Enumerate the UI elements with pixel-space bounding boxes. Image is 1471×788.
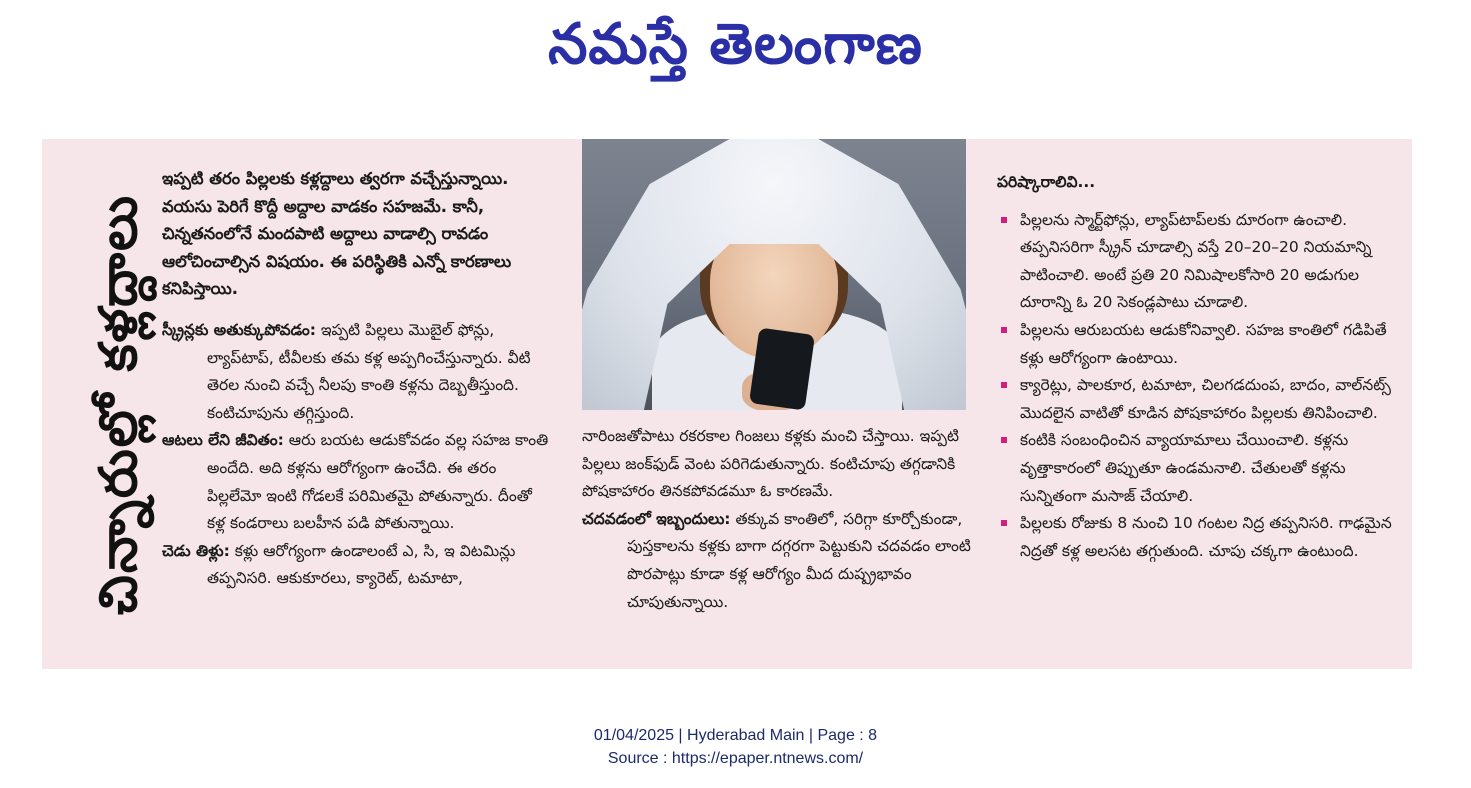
list-item: కంటికి సంబంధించిన వ్యాయామాలు చేయించాలి. కళ్లను వృత్తాకారంలో తిప్పుతూ ఉండమనాలి. చేతులతో కళ్లను సున్నితంగా మసాజ్ చేయాలి. [997,427,1397,510]
source-link[interactable]: Source : https://epaper.ntnews.com/ [607,750,864,767]
masthead-title: నమస్తే తెలంగాణ [548,11,923,77]
section-diet-text: కళ్లు ఆరోగ్యంగా ఉండాలంటే ఎ, సి, ఇ విటమిన్లు తప్పనిసరి. ఆకుకూరలు, క్యారెట్, టమాటా, [207,541,516,588]
solutions-list [997,207,1397,566]
section-screens [162,317,554,427]
article-column-3 [997,169,1397,565]
section-diet [162,538,554,593]
vertical-headline [88,149,156,659]
section-reading-text: తక్కువ కాంతిలో, సరిగ్గా కూర్చోకుండా, పుస్తకాలను కళ్లకు బాగా దగ్గరగా పెట్టుకుని చదవడం లాంటి పొరపాట్లు కూడా కళ్ల ఆరోగ్యం మీద దుష్ప్రభావం చూపుతున్నాయి. [627,509,971,611]
list-item: పిల్లలకు రోజుకు 8 నుంచి 10 గంటల నిద్ర తప్పనిసరి. గాఢమైన నిద్రతో కళ్ల అలసట తగ్గుతుంది. చూపు చక్కగా ఉంటుంది. [997,510,1397,565]
list-item: పిల్లలను ఆరుబయట ఆడుకోనివ్వాలి. సహజ కాంతిలో గడిపితే కళ్లు ఆరోగ్యంగా ఉంటాయి. [997,317,1397,372]
section-screens-text: ఇప్పటి పిల్లలు మొబైల్ ఫోన్లు, ల్యాప్‌టాప్, టీవీలకు తమ కళ్ల అప్పగించేస్తున్నారు. వీటి తెరల నుంచి వచ్చే నీలపు కాంతి కళ్లను దెబ్బతీస్తుంది. కంటిచూపును తగ్గిస్తుంది. [207,320,531,422]
page-footer [0,724,1471,770]
section-no-games [162,427,554,537]
list-item: క్యారెట్లు, పాలకూర, టమాటా, చిలగడదుంప, బాదం, వాల్‌నట్స్ మొదలైన వాటితో కూడిన పోషకాహారం పిల్లలకు తినిపించాలి. [997,372,1397,427]
section-no-games-heading: ఆటలు లేని జీవితం: [162,431,284,450]
photo-phone [749,327,815,410]
section-reading [582,506,982,616]
article-column-1 [162,165,554,593]
section-reading-heading: చదవడంలో ఇబ్బందులు: [582,509,731,528]
article-panel [42,139,1412,669]
headline-text: చిన్నారుల్లో కళ్లద్దాలు [88,193,149,615]
section-screens-heading: స్క్రీన్లకు అతుక్కుపోవడం: [162,320,316,339]
section-diet-heading: చెడు తిళ్లు: [162,541,230,560]
article-column-2 [582,423,982,616]
solutions-heading: పరిష్కారాలివి... [997,173,1096,191]
edition-info: 01/04/2025 | Hyderabad Main | Page : 8 [593,727,878,744]
section-diet-continued: నారింజతోపాటు రకరకాల గింజలు కళ్లకు మంచి చేస్తాయి. ఇప్పటి పిల్లలు జంక్‌ఫుడ్ వెంట పరిగెడుతున్నారు. కంటిచూపు తగ్గడానికి పోషకాహారం తినకపోవడమూ ఓ కారణమే. [582,427,959,501]
section-no-games-text: ఆరు బయట ఆడుకోవడం వల్ల సహజ కాంతి అందేది. అది కళ్లను ఆరోగ్యంగా ఉంచేది. ఈ తరం పిల్లలేమో ఇంటి గోడలకే పరిమితమై పోతున్నారు. దీంతో కళ్ల కండరాలు బలహీన పడి పోతున్నాయి. [207,431,549,533]
list-item: పిల్లలను స్మార్ట్‌ఫోన్లు, ల్యాప్‌టాప్‌లకు దూరంగా ఉంచాలి. తప్పనిసరిగా స్క్రీన్ చూడాల్సి వస్తే 20–20–20 నియమాన్ని పాటించాలి. అంటే ప్రతి 20 నిమిషాలకోసారి 20 అడుగుల దూరాన్ని ఓ 20 సెకండ్లపాటు చూడాలి. [997,207,1397,317]
child-under-blanket-photo [582,139,966,410]
lead-paragraph: ఇప్పటి తరం పిల్లలకు కళ్లద్దాలు త్వరగా వచ్చేస్తున్నాయి. వయసు పెరిగే కొద్దీ అద్దాల వాడకం సహజమే. కానీ, చిన్నతనంలోనే మందపాటి అద్దాలు వాడాల్సి రావడం ఆలోచించాల్సిన విషయం. ఈ పరిస్థితికి ఎన్నో కారణాలు కనిపిస్తాయి. [162,169,512,299]
